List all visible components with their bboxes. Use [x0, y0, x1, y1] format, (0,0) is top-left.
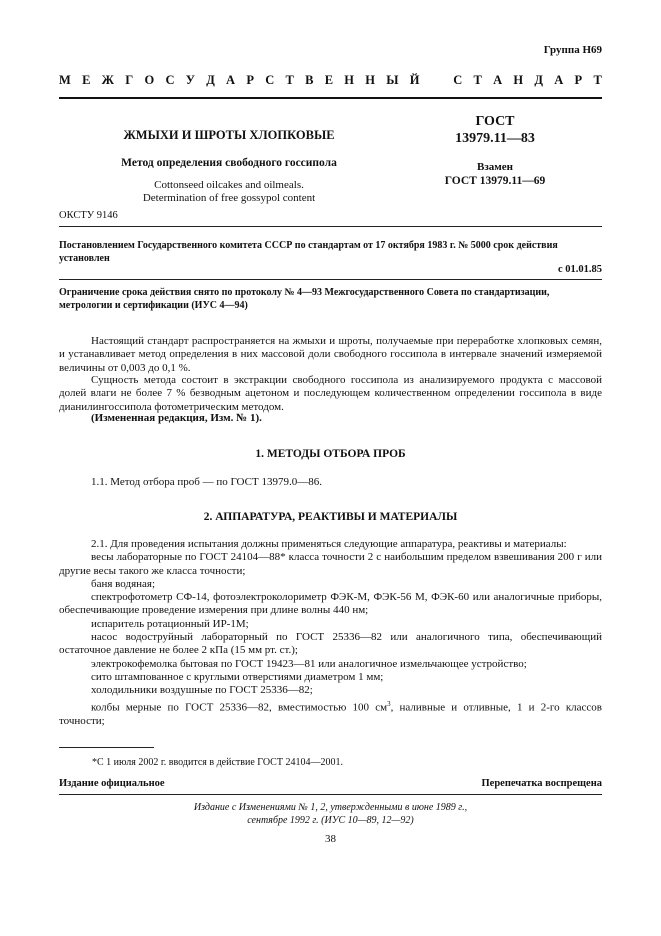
banner-letter: В — [305, 73, 314, 87]
replaces-label: Взамен — [477, 161, 513, 173]
standard-label: ГОСТ — [475, 114, 515, 129]
banner-letter: С — [265, 73, 275, 87]
intro-paragraph: Сущность метода состоит в экстракции свободного госсипола из анализируемого продукта с массовой долей влаги не более 7 % безводным ацетоном и последующем количественном определении госсипола в виде дианилингоссипола фотометрическим методом. — [59, 374, 602, 413]
banner-letter: Т — [593, 73, 602, 87]
standard-designation — [410, 113, 580, 187]
amendment-note: (Измененная редакция, Изм. № 1). — [91, 412, 262, 424]
banner-letter: А — [226, 73, 236, 87]
banner-letter: Е — [324, 73, 334, 87]
replaces-code: ГОСТ 13979.11—69 — [444, 175, 546, 187]
equipment-item: испаритель ротационный ИР-1М; — [91, 617, 249, 630]
equipment-item: спектрофотометр СФ-14, фотоэлектроколориметр ФЭК-М, ФЭК-56 М, ФЭК-60 или аналогичные приборы, обеспечивающие проведение измерения при длине волны 440 нм; — [59, 591, 602, 617]
banner-letter: У — [185, 73, 195, 87]
footnote: *С 1 июля 2002 г. вводится в действие ГОСТ 24104—2001. — [92, 757, 343, 768]
document-title: ЖМЫХИ И ШРОТЫ ХЛОПКОВЫЕ — [123, 128, 335, 142]
clause-paragraph: 1.1. Метод отбора проб — по ГОСТ 13979.0—86. — [91, 476, 322, 488]
group-code: Группа Н69 — [543, 44, 602, 56]
banner-letter: Ы — [386, 73, 399, 87]
banner-letter: Н — [344, 73, 355, 87]
flask-text: , наливные и отливные, 1 и 2-го классов точности; — [59, 701, 602, 727]
interstate-standard-banner — [59, 73, 602, 88]
divider — [59, 226, 602, 227]
clause-paragraph: 2.1. Для проведения испытания должны применяться следующие аппаратура, реактивы и материалы: — [91, 538, 567, 550]
standard-number: 13979.11—83 — [455, 131, 535, 146]
page-number: 38 — [325, 833, 336, 845]
flask-text: колбы мерные по ГОСТ 25336—82, вместимостью 100 см — [91, 701, 388, 714]
equipment-item: весы лабораторные по ГОСТ 24104—88* класса точности 2 с наибольшим пределом взвешивания 200 г или другие весы такого же класса точности; — [59, 551, 602, 577]
equipment-item — [59, 698, 602, 728]
edition-note — [59, 801, 602, 827]
restriction-text: Ограничение срока действия снято по протоколу № 4—93 Межгосударственного Совета по стандартизации, метрологии и сертификации (ИУС 4—94) — [59, 287, 550, 311]
banner-letter: Д — [534, 73, 544, 87]
title-block — [59, 120, 399, 205]
banner-letter: Р — [246, 73, 254, 87]
banner-letter: Н — [513, 73, 524, 87]
banner-letter: С — [453, 73, 463, 87]
equipment-item: холодильники воздушные по ГОСТ 25336—82; — [91, 684, 313, 697]
banner-letter: Р — [574, 73, 583, 87]
banner-letter: О — [144, 73, 155, 87]
banner-letter: С — [165, 73, 175, 87]
section-heading: 1. МЕТОДЫ ОТБОРА ПРОБ — [255, 448, 406, 460]
header-rule — [59, 97, 602, 99]
effective-date: с 01.01.85 — [557, 264, 602, 275]
footnote-rule — [59, 747, 154, 748]
intro-paragraph: Настоящий стандарт распространяется на жмыхи и шроты, получаемые при переработке хлопковых семян, и устанавливает метод определения в них массовой доли свободного госсипола в интервале значений измеряемой величины от 0,003 до 0,1 %. — [59, 335, 602, 374]
english-title-line: Cottonseed oilcakes and oilmeals. — [154, 179, 304, 191]
okstu-code: ОКСТУ 9146 — [59, 210, 118, 221]
decree-text: Постановлением Государственного комитета СССР по стандартам от 17 октября 1983 г. № 5000 срок действия установлен — [59, 240, 558, 264]
equipment-item: электрокофемолка бытовая по ГОСТ 19423—81 или аналогичное измельчающее устройство; — [91, 657, 527, 670]
banner-letter: Г — [125, 73, 134, 87]
equipment-item: баня водяная; — [91, 577, 156, 590]
divider — [59, 279, 602, 280]
english-title-line: Determination of free gossypol content — [142, 192, 316, 204]
banner-letter: Д — [206, 73, 215, 87]
official-edition-label: Издание официальное — [59, 778, 165, 789]
section-2-body — [59, 538, 602, 728]
superscript: 3 — [387, 699, 391, 708]
equipment-item: насос водоструйный лабораторный по ГОСТ 25336—82 или аналогичного типа, обеспечивающий остаточное давление не более 2 кПа (15 мм рт. ст.); — [59, 631, 602, 657]
document-subtitle: Метод определения свободного госсипола — [121, 157, 337, 169]
banner-letter: Н — [365, 73, 375, 87]
reprint-prohibited-label: Перепечатка воспрещена — [481, 778, 602, 789]
section-heading: 2. АППАРАТУРА, РЕАКТИВЫ И МАТЕРИАЛЫ — [203, 511, 458, 523]
banner-letter: М — [59, 73, 71, 87]
edition-note-line: Издание с Изменениями № 1, 2, утвержденными в июне 1989 г., — [193, 802, 468, 813]
banner-letter: А — [554, 73, 564, 87]
banner-letter: Е — [82, 73, 91, 87]
banner-letter: Й — [409, 73, 420, 87]
banner-letter: А — [493, 73, 503, 87]
banner-letter: Т — [473, 73, 482, 87]
footer-rule — [59, 794, 602, 795]
english-title — [59, 179, 399, 205]
banner-letter: Т — [285, 73, 294, 87]
equipment-item: сито штампованное с круглыми отверстиями диаметром 1 мм; — [91, 670, 384, 683]
banner-letter: Ж — [101, 73, 115, 87]
edition-note-line: сентябре 1992 г. (ИУС 10—89, 12—92) — [247, 815, 414, 826]
